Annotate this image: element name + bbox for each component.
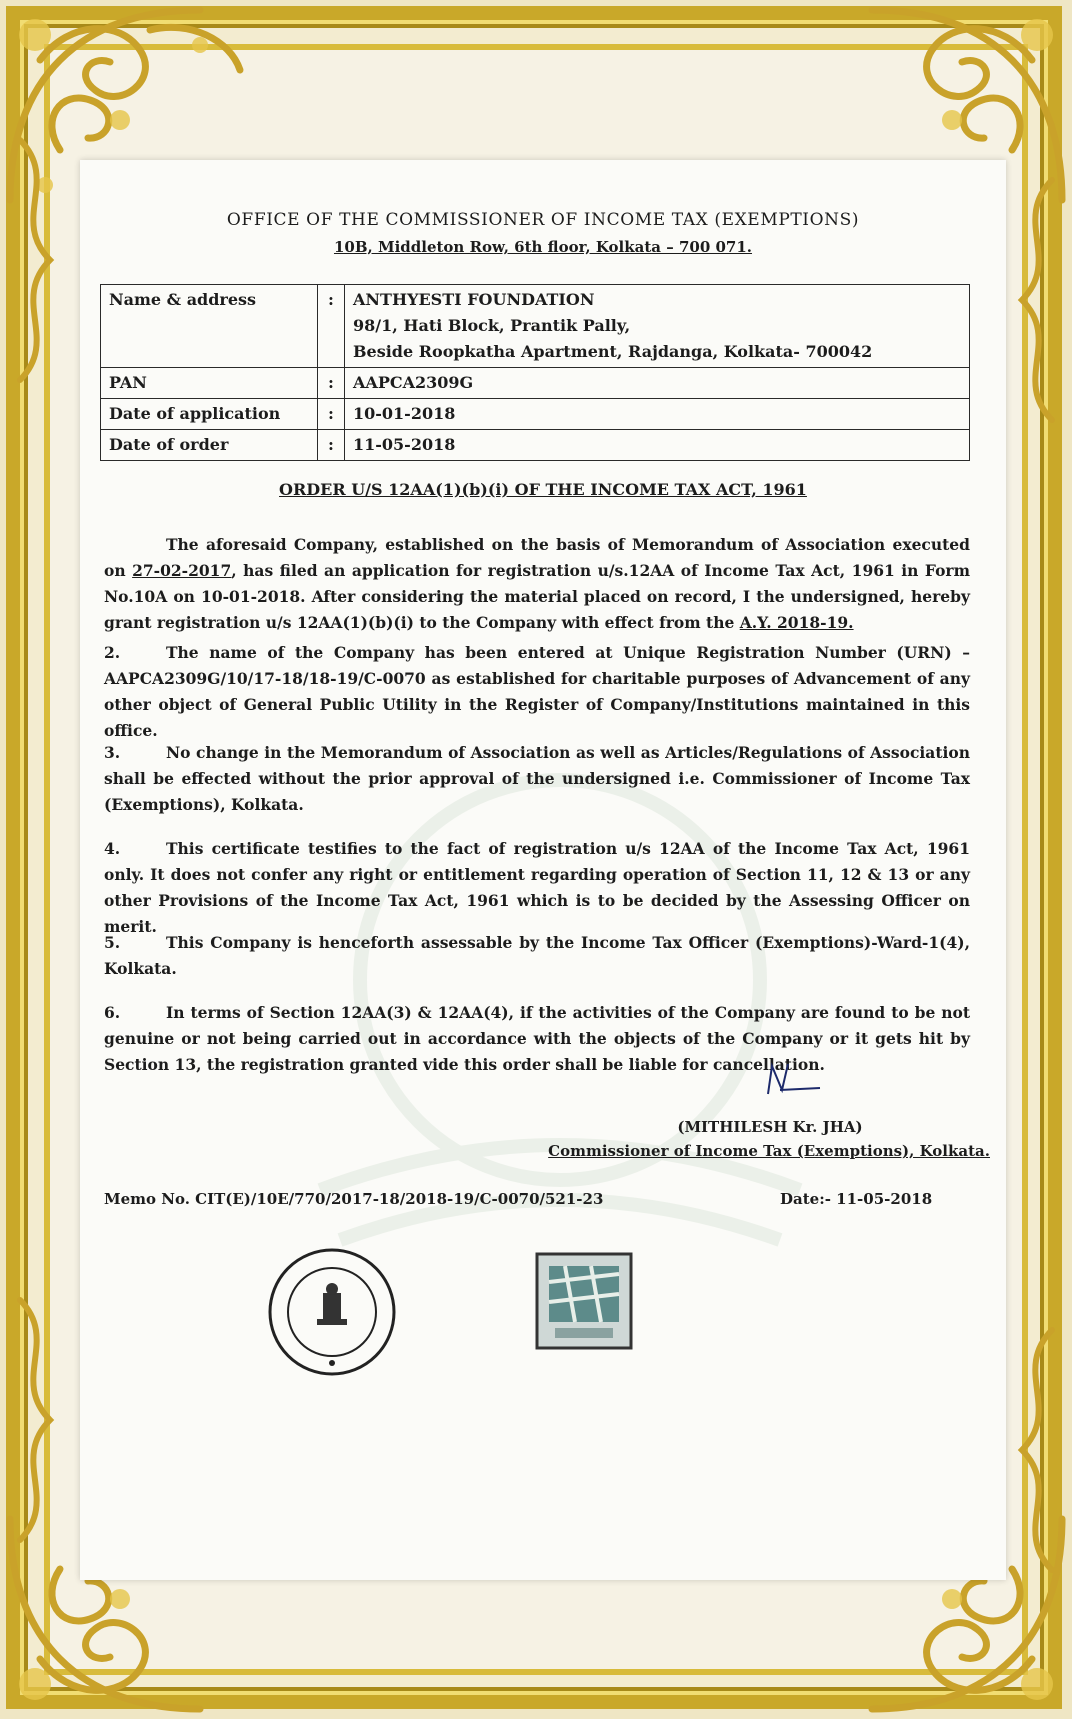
row-value [345, 285, 970, 368]
applicant-address-line: 98/1, Hati Block, Prantik Pally, [353, 316, 631, 335]
signatory-name: (MITHILESH Kr. JHA) [677, 1118, 863, 1136]
table-row [101, 399, 970, 430]
paragraph-5 [104, 930, 970, 982]
paragraph-number: 6. [104, 1003, 121, 1022]
office-address: 10B, Middleton Row, 6th floor, Kolkata – 700 071. [333, 238, 753, 256]
table-row [101, 430, 970, 461]
application-date-value: 10-01-2018 [345, 399, 970, 430]
signatory-title: Commissioner of Income Tax (Exemptions), Kolkata. [548, 1142, 990, 1160]
document-paper [80, 160, 1006, 1580]
side-ornament [0, 1290, 70, 1550]
paragraph-number: 4. [104, 839, 121, 858]
paragraph-2 [104, 640, 970, 744]
paragraph-text: , has filed an application for registration u/s.12AA of Income Tax Act, 1961 in Form No.10A on 10-01-2018. After considering the material placed on record, I the undersigned, hereby grant registration u/s 12AA(1)(b)(i) to the Company with effect from the [104, 561, 970, 632]
paragraph-number: 2. [104, 643, 121, 662]
row-label: PAN [101, 368, 318, 399]
paragraph-text: This Company is henceforth assessable by the Income Tax Officer (Exemptions)-Ward-1(4), Kolkata. [104, 933, 970, 978]
order-date-value: 11-05-2018 [345, 430, 970, 461]
row-label: Name & address [101, 285, 318, 368]
row-label: Date of order [101, 430, 318, 461]
moa-date: 27-02-2017 [132, 561, 232, 580]
side-ornament [1002, 170, 1072, 430]
applicant-address-line: Beside Roopkatha Apartment, Rajdanga, Kolkata- 700042 [353, 342, 873, 361]
pan-value: AAPCA2309G [345, 368, 970, 399]
row-colon: : [318, 430, 345, 461]
paragraph-number: 5. [104, 933, 121, 952]
row-colon: : [318, 368, 345, 399]
paragraph-text: The aforesaid Company, established on the basis of Memorandum of Association executed on [104, 535, 970, 580]
row-colon: : [318, 399, 345, 430]
hologram-sticker-icon [535, 1252, 633, 1350]
row-colon: : [318, 285, 345, 368]
paragraph-6 [104, 1000, 970, 1078]
table-row [101, 285, 970, 368]
row-label: Date of application [101, 399, 318, 430]
order-title: ORDER U/S 12AA(1)(b)(i) OF THE INCOME TAX ACT, 1961 [279, 480, 807, 499]
applicant-info-table [100, 284, 970, 461]
paragraph-3 [104, 740, 970, 818]
paragraph-4 [104, 836, 970, 940]
paragraph-1 [104, 532, 970, 636]
paragraph-text: No change in the Memorandum of Association as well as Articles/Regulations of Association shall be effected without the prior approval of the undersigned i.e. Commissioner of Income Tax (Exemptions), Kolkata. [104, 743, 970, 814]
paragraph-number: 3. [104, 743, 121, 762]
table-row [101, 368, 970, 399]
official-seal-icon [265, 1245, 400, 1380]
paragraph-text: The name of the Company has been entered at Unique Registration Number (URN) – AAPCA2309G/10/17-18/18-19/C-0070 as established for charitable purposes of Advancement of any other object of General Public Utility in the Register of Company/Institutions maintained in this office. [104, 643, 970, 740]
assessment-year: A.Y. 2018-19. [739, 613, 854, 632]
memo-number: Memo No. CIT(E)/10E/770/2017-18/2018-19/C-0070/521-23 [104, 1190, 604, 1208]
side-ornament [0, 130, 70, 390]
office-heading: OFFICE OF THE COMMISSIONER OF INCOME TAX (EXEMPTIONS) [226, 210, 860, 230]
handwritten-signature [760, 1060, 830, 1100]
paragraph-text: In terms of Section 12AA(3) & 12AA(4), if the activities of the Company are found to be not genuine or not being carried out in accordance with the objects of the Company or it gets hit by Section 13, the registration granted vide this order shall be liable for cancellation. [104, 1003, 970, 1074]
memo-date: Date:- 11-05-2018 [780, 1190, 933, 1208]
side-ornament [1002, 1320, 1072, 1580]
applicant-name: ANTHYESTI FOUNDATION [353, 290, 595, 309]
paragraph-text: This certificate testifies to the fact of registration u/s 12AA of the Income Tax Act, 1961 only. It does not confer any right or entitlement regarding operation of Section 11, 12 & 13 or any other Provisions of the Income Tax Act, 1961 which is to be decided by the Assessing Officer on merit. [104, 839, 970, 936]
